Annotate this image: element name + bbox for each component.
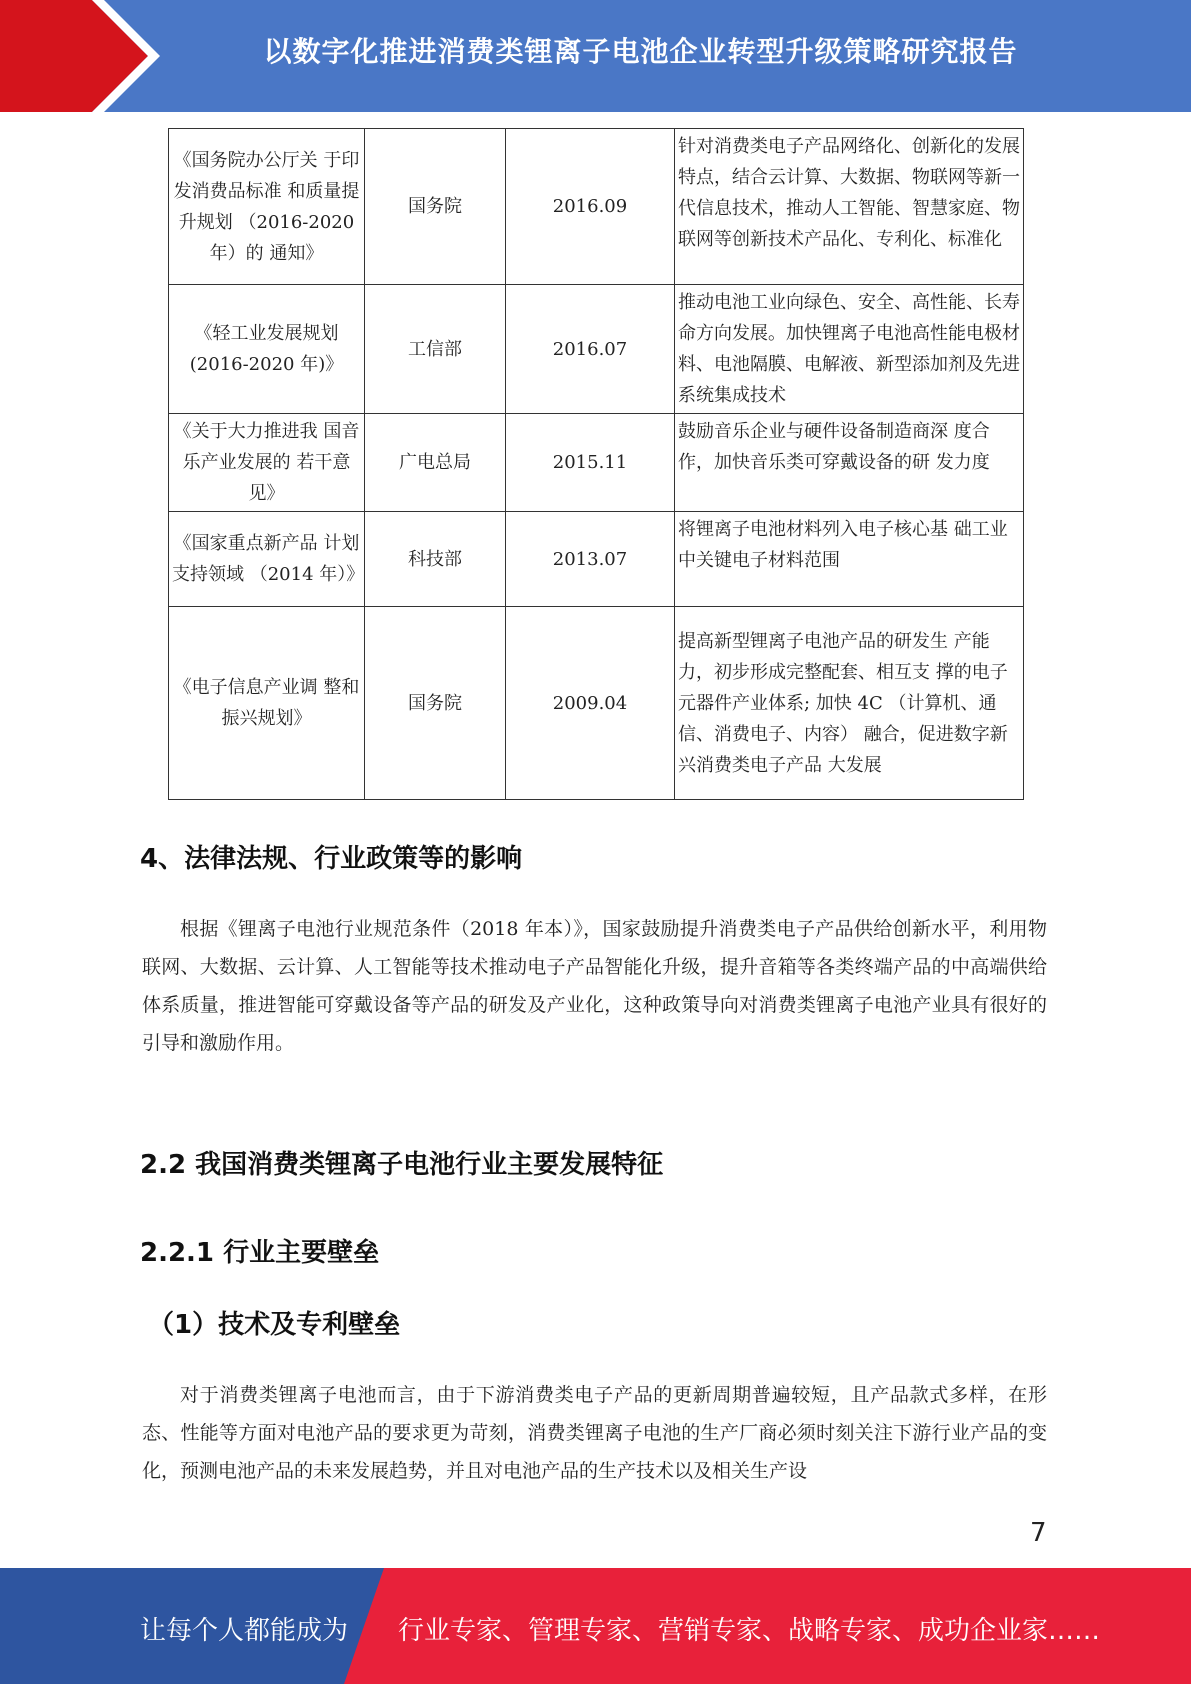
table-row	[169, 414, 1024, 512]
issuer-cell: 国务院	[365, 129, 506, 285]
section-paragraph: 对于消费类锂离子电池而言，由于下游消费类电子产品的更新周期普遍较短，且产品款式多样，在形态、性能等方面对电池产品的要求更为苛刻，消费类锂离子电池的生产厂商必须时刻关注下游行业产品的变化，预测电池产品的未来发展趋势，并且对电池产品的生产技术以及相关生产设	[142, 1384, 1047, 1482]
section-paragraph: 根据《锂离子电池行业规范条件（2018 年本）》，国家鼓励提升消费类电子产品供给创新水平，利用物联网、大数据、云计算、人工智能等技术推动电子产品智能化升级，提升音箱等各类终端产品的中高端供给体系质量，推进智能可穿戴设备等产品的研发及产业化，这种政策导向对消费类锂离子电池产业具有很好的引导和激励作用。	[142, 918, 1047, 1054]
content-cell: 针对消费类电子产品网络化、创新化的发展特点，结合云计算、大数据、物联网等新一代信息技术，推动人工智能、智慧家庭、物联网等创新技术产品化、专利化、标准化	[675, 129, 1024, 285]
footer-banner	[0, 1568, 1191, 1684]
section-heading: 2.2 我国消费类锂离子电池行业主要发展特征	[140, 1150, 664, 1180]
policy-name-cell: 《国务院办公厅关 于印发消费品标准 和质量提升规划 （2016-2020 年）的 通知》	[169, 129, 365, 285]
policy-name-cell: 《轻工业发展规划 (2016-2020 年)》	[169, 285, 365, 414]
date-cell: 2016.09	[506, 129, 675, 285]
date-cell: 2013.07	[506, 512, 675, 607]
page-number: 7	[1030, 1518, 1047, 1548]
content-cell: 鼓励音乐企业与硬件设备制造商深 度合作，加快音乐类可穿戴设备的研 发力度	[675, 414, 1024, 512]
issuer-cell: 广电总局	[365, 414, 506, 512]
table-row	[169, 285, 1024, 414]
header-banner	[0, 0, 1191, 112]
content-cell: 推动电池工业向绿色、安全、高性能、长寿命方向发展。加快锂离子电池高性能电极材料、电池隔膜、电解液、新型添加剂及先进系统集成技术	[675, 285, 1024, 414]
date-cell: 2015.11	[506, 414, 675, 512]
table-row	[169, 512, 1024, 607]
issuer-cell: 工信部	[365, 285, 506, 414]
footer-slogan: 行业专家、管理专家、营销专家、战略专家、成功企业家……	[398, 1616, 1101, 1646]
date-cell: 2009.04	[506, 607, 675, 800]
footer-lead-text: 让每个人都能成为	[140, 1616, 349, 1646]
content-cell: 提高新型锂离子电池产品的研发生 产能力，初步形成完整配套、相互支 撑的电子元器件产业体系; 加快 4C （计算机、通信、消费电子、内容） 融合，促进数字新兴消费类电子产品 大发展	[675, 607, 1024, 800]
section-heading: 4、法律法规、行业政策等的影响	[140, 844, 523, 874]
issuer-cell: 国务院	[365, 607, 506, 800]
content-cell: 将锂离子电池材料列入电子核心基 础工业中关键电子材料范围	[675, 512, 1024, 607]
policy-name-cell: 《电子信息产业调 整和振兴规划》	[169, 607, 365, 800]
policy-table	[168, 128, 1024, 800]
issuer-cell: 科技部	[365, 512, 506, 607]
date-cell: 2016.07	[506, 285, 675, 414]
subsection-heading: （1）技术及专利壁垒	[148, 1310, 401, 1340]
subsection-heading: 2.2.1 行业主要壁垒	[140, 1238, 380, 1268]
table-row	[169, 129, 1024, 285]
report-title: 以数字化推进消费类锂离子电池企业转型升级策略研究报告	[263, 35, 1018, 68]
table-row	[169, 607, 1024, 800]
policy-name-cell: 《关于大力推进我 国音乐产业发展的 若干意见》	[169, 414, 365, 512]
policy-name-cell: 《国家重点新产品 计划支持领域 （2014 年）》	[169, 512, 365, 607]
